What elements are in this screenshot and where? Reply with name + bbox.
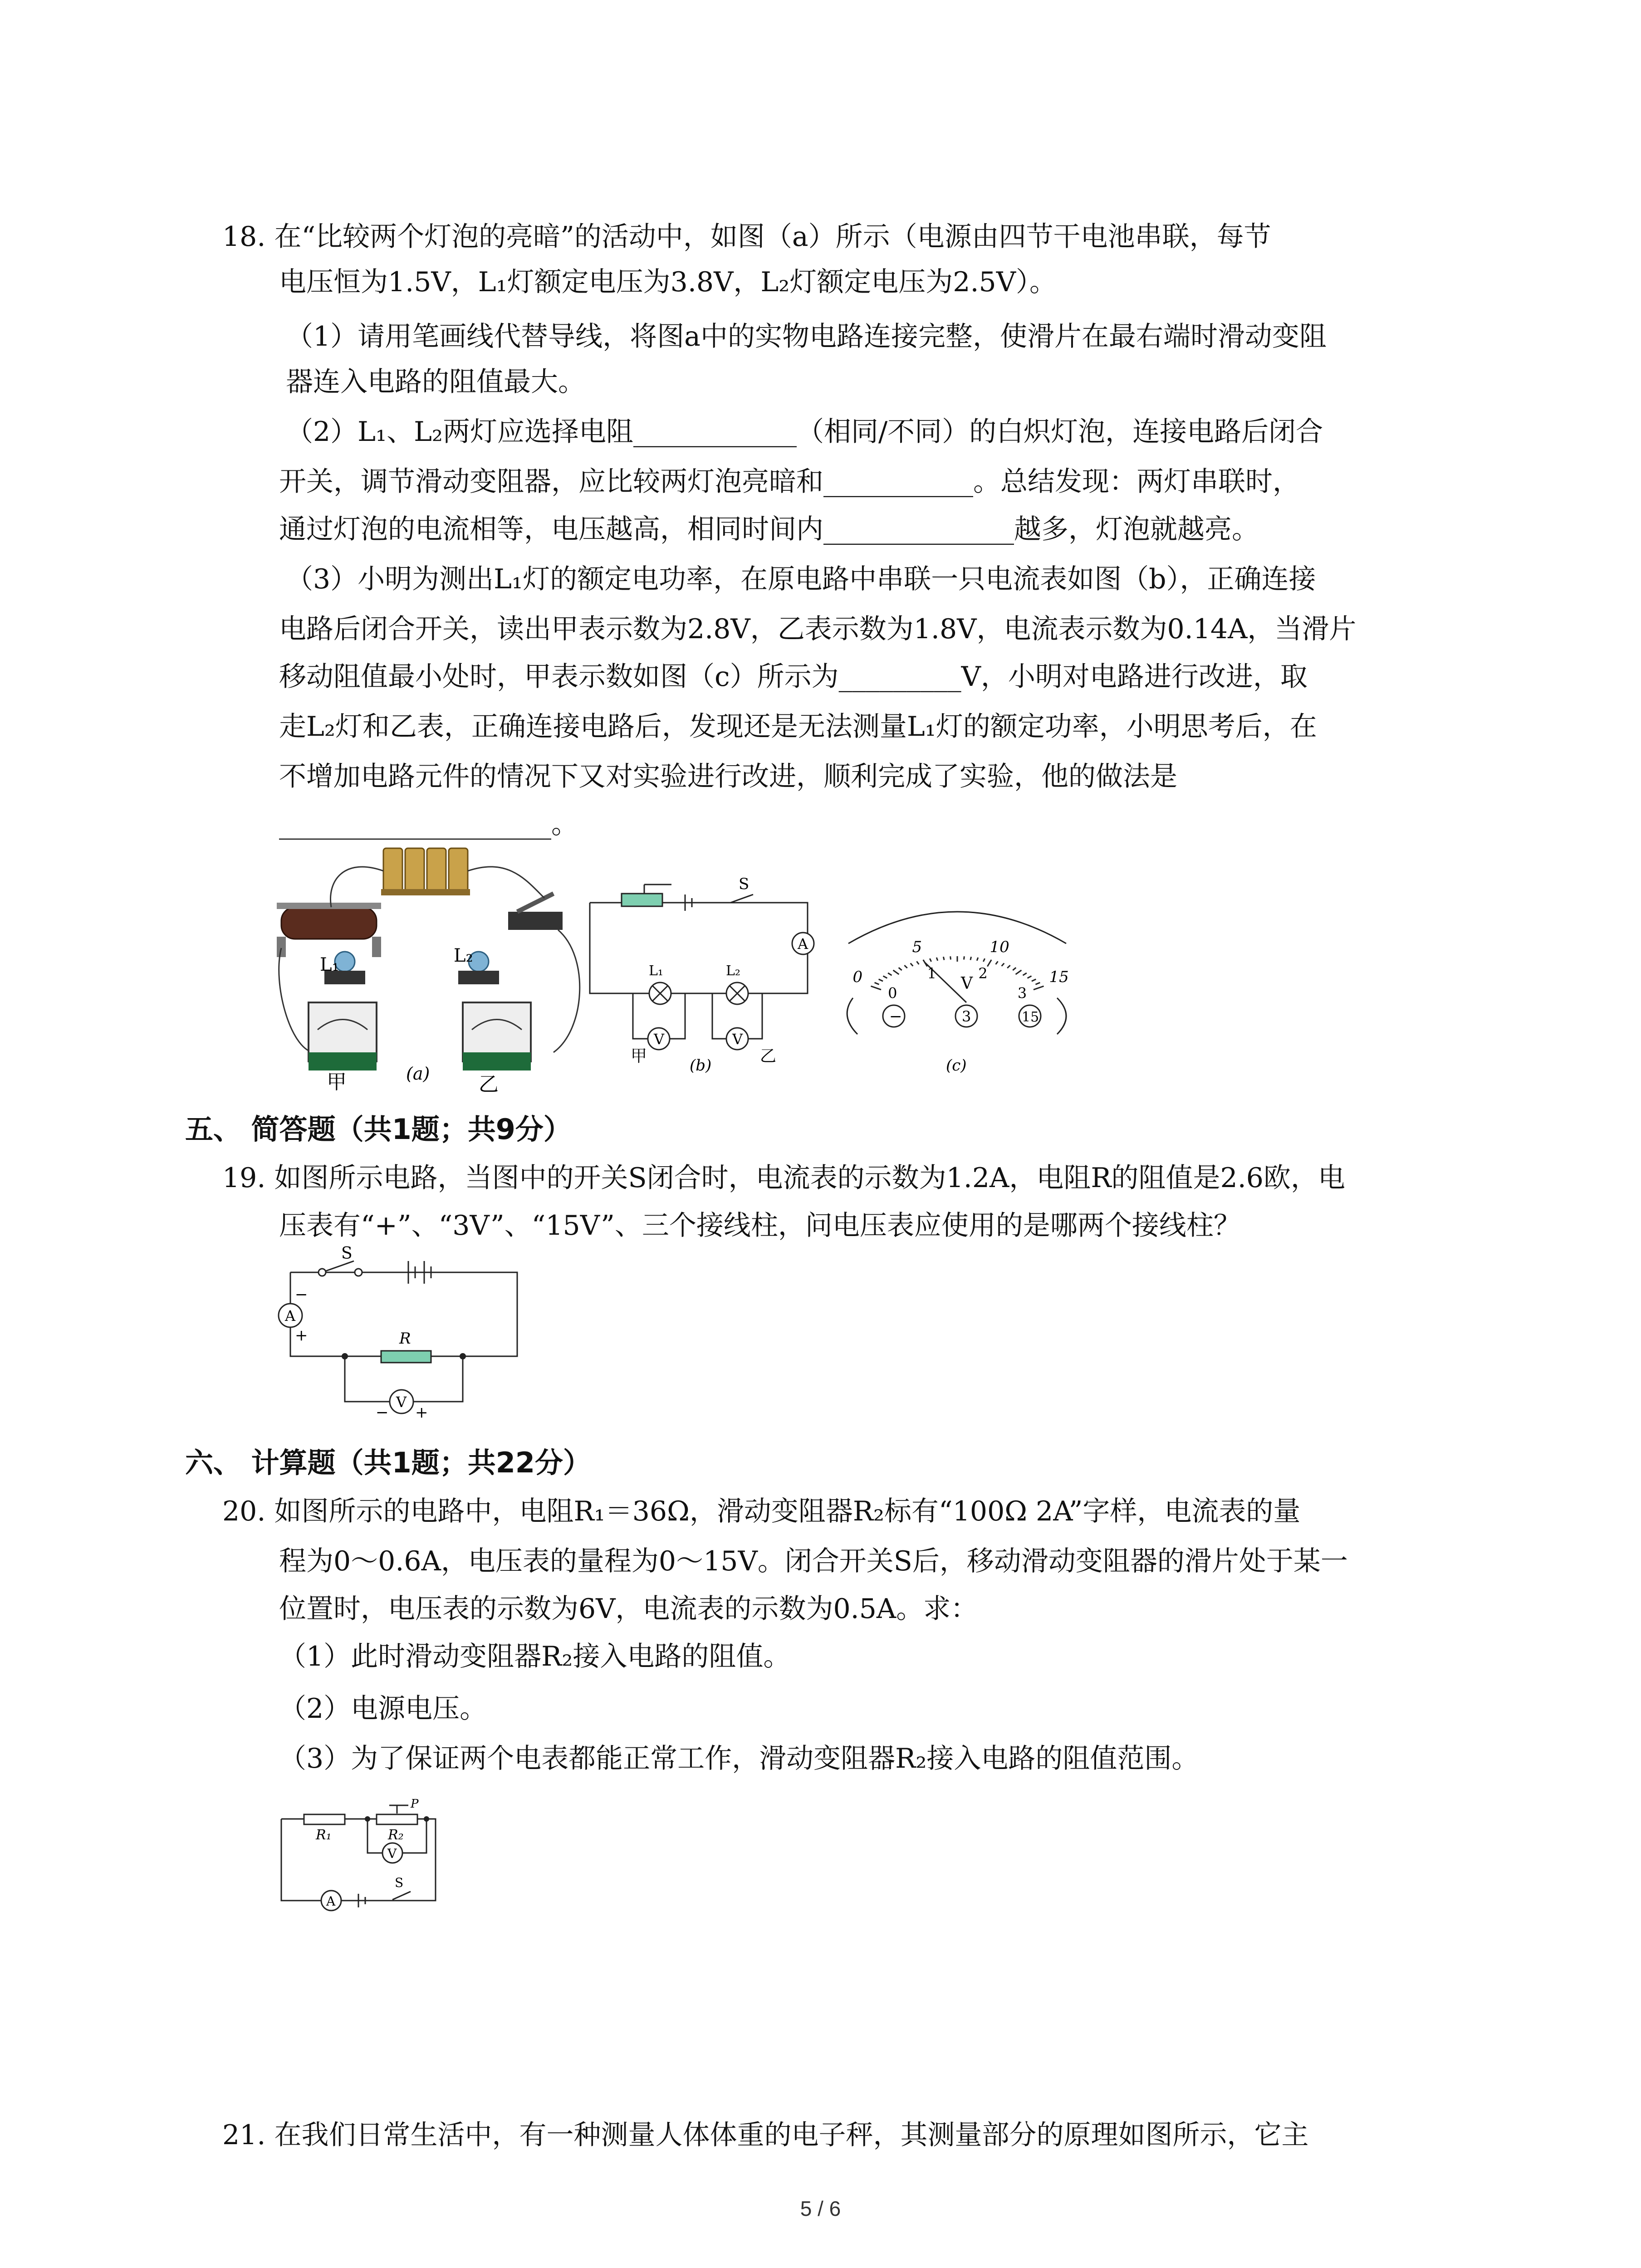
label-L2: L₂ bbox=[454, 945, 473, 966]
label-L1: L₁ bbox=[649, 963, 663, 979]
dial-tick bbox=[930, 958, 931, 962]
text-line: （3）小明为测出L₁灯的额定电功率，在原电路中串联一只电流表如图（b），正确连接 bbox=[286, 563, 1316, 595]
dial-bottom-tick-label: 1 bbox=[927, 964, 936, 982]
caption-b: (b) bbox=[690, 1056, 712, 1075]
text-line: 器连入电路的阻值最大。 bbox=[286, 366, 585, 398]
figure-18a-physical-circuit bbox=[272, 839, 599, 1093]
text-line: 位置时，电压表的示数为6V，电流表的示数为0.5A。求： bbox=[279, 1593, 978, 1625]
dial-bottom-tick-label: 0 bbox=[888, 984, 897, 1002]
dial-tick bbox=[888, 973, 892, 975]
label-S: S bbox=[739, 875, 749, 893]
dial-tick bbox=[1035, 982, 1040, 984]
text-line: ____________________。 bbox=[279, 808, 578, 840]
dial-tick bbox=[1032, 979, 1036, 981]
dial-tick bbox=[977, 958, 978, 961]
dial-top-tick-label: 5 bbox=[912, 938, 922, 957]
terminal-15: 15 bbox=[1022, 1009, 1039, 1025]
page-number: 5 / 6 bbox=[800, 2197, 841, 2220]
text-line: （2）L₁、L₂两灯应选择电阻____________（相同/不同）的白炽灯泡，连接电路后闭合 bbox=[286, 416, 1323, 448]
figure-19-circuit bbox=[272, 1243, 526, 1424]
dial-tick bbox=[996, 961, 998, 964]
label-L2: L₂ bbox=[726, 963, 740, 979]
text-line: 走L₂灯和乙表，正确连接电路后，发现还是无法测量L₁灯的额定功率，小明思考后，在 bbox=[279, 711, 1317, 743]
text-line: 电压恒为1.5V，L₁灯额定电压为3.8V，L₂灯额定电压为2.5V）。 bbox=[279, 266, 1057, 298]
section-heading: 五、 简答题（共1题；共9分） bbox=[185, 1113, 572, 1146]
text-line: （1）请用笔画线代替导线，将图a中的实物电路连接完整，使滑片在最右端时滑动变阻 bbox=[286, 321, 1327, 352]
text-line: 19. 如图所示电路，当图中的开关S闭合时，电流表的示数为1.2A，电阻R的阻值是2.6欧，电 bbox=[222, 1162, 1345, 1194]
label-plus-V: + bbox=[415, 1403, 428, 1422]
dial-tick bbox=[879, 979, 883, 981]
dial-tick bbox=[904, 965, 907, 968]
section-heading: 六、 计算题（共1题；共22分） bbox=[185, 1446, 592, 1479]
dial-tick bbox=[943, 957, 944, 960]
battery-pack-icon bbox=[381, 848, 470, 895]
dial-tick bbox=[970, 957, 971, 960]
dial-bottom-tick-label: 3 bbox=[1017, 984, 1027, 1002]
text-line: 20. 如图所示的电路中，电阻R₁＝36Ω，滑动变阻器R₂标有“100Ω 2A”字样，电流表的量 bbox=[222, 1496, 1301, 1527]
text-line: 18. 在“比较两个灯泡的亮暗”的活动中，如图（a）所示（电源由四节干电池串联，每节 bbox=[222, 221, 1271, 253]
label-jia: 甲 bbox=[327, 1070, 347, 1093]
caption-c: (c) bbox=[946, 1056, 967, 1075]
dial-tick bbox=[1016, 970, 1022, 974]
figure-18b-circuit-diagram bbox=[581, 871, 817, 1080]
label-R2: R₂ bbox=[388, 1827, 404, 1843]
text-line: （1）此时滑动变阻器R₂接入电路的阻值。 bbox=[279, 1641, 791, 1672]
dial-tick bbox=[987, 960, 991, 967]
dial-tick bbox=[1028, 976, 1032, 978]
label-A: A bbox=[798, 935, 808, 953]
dial-tick bbox=[917, 961, 919, 964]
terminal-3: 3 bbox=[962, 1008, 971, 1025]
dial-tick bbox=[1002, 963, 1004, 966]
text-line: （2）电源电压。 bbox=[279, 1693, 487, 1725]
label-V: V bbox=[396, 1393, 407, 1411]
rheostat-icon bbox=[277, 903, 381, 957]
dial-tick bbox=[1034, 986, 1044, 990]
label-S: S bbox=[341, 1244, 353, 1263]
text-line: 不增加电路元件的情况下又对实验进行改进，顺利完成了实验，他的做法是 bbox=[279, 761, 1177, 792]
dial-top-tick-label: 10 bbox=[989, 938, 1009, 957]
label-A: A bbox=[326, 1894, 336, 1909]
label-V-yi: V bbox=[732, 1031, 743, 1048]
text-line: （3）为了保证两个电表都能正常工作，滑动变阻器R₂接入电路的阻值范围。 bbox=[279, 1743, 1199, 1774]
voltmeter-yi-icon bbox=[463, 1002, 531, 1070]
voltmeter-jia-icon bbox=[309, 1002, 377, 1070]
label-R1: R₁ bbox=[316, 1827, 332, 1843]
label-plus-A: + bbox=[295, 1326, 308, 1344]
text-line: 21. 在我们日常生活中，有一种测量人体体重的电子秤，其测量部分的原理如图所示，它主 bbox=[222, 2119, 1309, 2151]
text-line: 压表有“+”、“3V”、“15V”、三个接线柱，问电压表应使用的是哪两个接线柱？ bbox=[279, 1210, 1241, 1242]
dial-top-tick-label: 0 bbox=[852, 968, 863, 986]
label-V-jia: V bbox=[654, 1031, 665, 1048]
dial-tick bbox=[893, 970, 899, 974]
label-minus-A: − bbox=[295, 1286, 308, 1304]
terminal-minus: − bbox=[889, 1007, 902, 1026]
label-jia: 甲 bbox=[631, 1047, 647, 1066]
dial-tick bbox=[936, 958, 937, 961]
dial-tick bbox=[1013, 968, 1016, 970]
text-line: 通过灯泡的电流相等，电压越高，相同时间内______________越多，灯泡就越亮。 bbox=[279, 513, 1259, 545]
label-yi: 乙 bbox=[760, 1047, 777, 1066]
label-P: P bbox=[411, 1797, 419, 1811]
dial-tick bbox=[875, 982, 879, 984]
label-V: V bbox=[387, 1846, 397, 1861]
label-A: A bbox=[285, 1307, 296, 1325]
dial-tick bbox=[899, 968, 902, 970]
label-R: R bbox=[399, 1330, 411, 1348]
text-line: 开关，调节滑动变阻器，应比较两灯泡亮暗和___________。总结发现：两灯串联时， bbox=[279, 466, 1300, 498]
dial-top-tick-label: 15 bbox=[1049, 968, 1069, 986]
switch-icon bbox=[508, 894, 563, 930]
label-minus-V: − bbox=[376, 1403, 389, 1422]
dial-tick bbox=[964, 956, 965, 959]
label-L1: L₁ bbox=[320, 954, 339, 975]
text-line: 移动阻值最小处时，甲表示数如图（c）所示为_________V，小明对电路进行改进，取 bbox=[279, 661, 1308, 693]
label-S: S bbox=[395, 1875, 404, 1890]
dial-tick bbox=[1023, 973, 1026, 975]
label-yi: 乙 bbox=[479, 1073, 499, 1093]
dial-tick bbox=[911, 963, 913, 966]
caption-a: (a) bbox=[406, 1064, 430, 1084]
text-line: 电路后闭合开关，读出甲表示数为2.8V，乙表示数为1.8V，电流表示数为0.14A，当滑片 bbox=[279, 613, 1357, 645]
dial-tick bbox=[950, 956, 951, 959]
text-line: 程为0～0.6A，电压表的量程为0～15V。闭合开关S后，移动滑动变阻器的滑片处于某一 bbox=[279, 1545, 1348, 1577]
dial-tick bbox=[983, 958, 985, 962]
dial-bottom-tick-label: 2 bbox=[978, 964, 988, 982]
figure-18c-voltmeter-dial bbox=[830, 880, 1084, 1080]
dial-tick bbox=[871, 986, 881, 990]
label-V-unit: V bbox=[961, 974, 973, 993]
dial-tick bbox=[1007, 965, 1010, 968]
figure-20-circuit bbox=[272, 1796, 454, 1923]
dial-tick bbox=[883, 976, 887, 978]
